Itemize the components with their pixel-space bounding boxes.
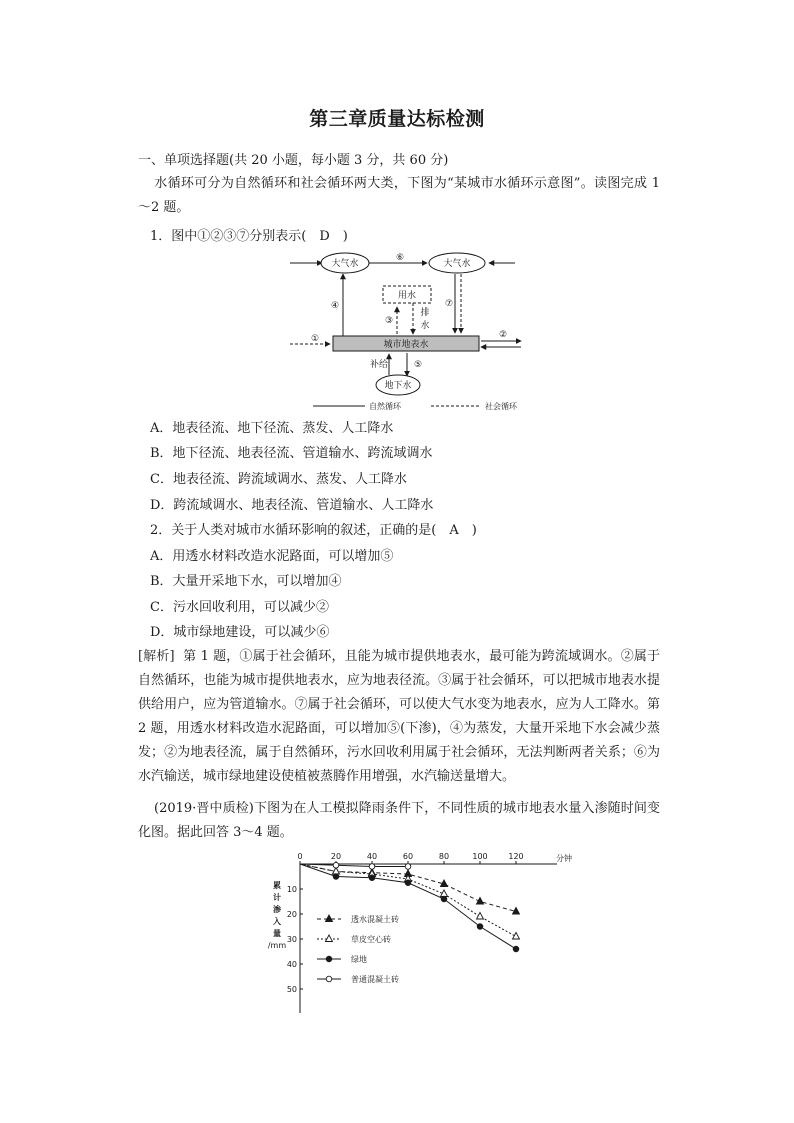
data-point [477, 924, 483, 930]
y-tick-label: 20 [286, 910, 297, 919]
intro-paragraph-1 [138, 172, 660, 220]
water-cycle-diagram [285, 248, 535, 414]
infiltration-chart [262, 850, 612, 1018]
y-axis-label-char: 累 [273, 881, 281, 890]
q1-option-b: B．地下径流、地表径流、管道输水、跨流域调水 [150, 446, 433, 461]
y-axis-label [268, 880, 286, 950]
series-4 [300, 862, 411, 869]
data-point [477, 913, 484, 920]
y-axis-label-char: 计 [273, 893, 281, 902]
legend-marker [326, 935, 333, 942]
y-tick-label: 40 [286, 960, 297, 969]
data-point [513, 908, 520, 915]
legend-label: 草皮空心砖 [351, 935, 391, 944]
page-title: 第三章质量达标检测 [309, 108, 485, 130]
x-tick-label: 60 [402, 852, 414, 861]
intro-1-text: 水循环可分为自然循环和社会循环两大类，下图为“某城市水循环示意图”。读图完成 1～2 题。 [138, 176, 660, 215]
num-2: ② [498, 330, 508, 340]
y-tick-label: 10 [286, 885, 297, 894]
num-3: ③ [384, 316, 394, 326]
num-4: ④ [330, 301, 340, 311]
data-point [513, 933, 520, 940]
recharge-label: 补给 [369, 360, 389, 370]
data-point [369, 875, 375, 881]
q2-option-d: D．城市绿地建设，可以减少⑥ [150, 625, 330, 640]
legend-natural-label: 自然循环 [369, 402, 401, 411]
x-tick-label: 0 [297, 852, 303, 861]
data-point [405, 864, 411, 870]
q1-option-d: D．跨流域调水、地表径流、管道输水、人工降水 [150, 498, 434, 513]
data-point [441, 896, 447, 902]
num-6: ⑥ [395, 253, 405, 263]
data-point [513, 946, 519, 952]
groundwater-label: 地下水 [384, 381, 412, 391]
q2-option-a: A．用透水材料改造水泥路面，可以增加⑤ [150, 549, 394, 564]
y-axis-label-char: 量 [273, 929, 281, 938]
drain-label-1: 排 [420, 308, 430, 318]
x-tick-label: 40 [366, 852, 378, 861]
atmosphere-right-label: 大气水 [443, 259, 471, 269]
x-tick-label: 120 [508, 852, 524, 861]
legend-social-label: 社会循环 [485, 402, 517, 411]
x-axis-label: 分钟 [556, 854, 572, 863]
q1-option-c: C．地表径流、跨流域调水、蒸发、人工降水 [150, 472, 407, 487]
legend-marker [326, 976, 332, 982]
analysis-text: 第 1 题，①属于社会循环，且能为城市提供地表水，最可能为跨流域调水。②属于自然循环，也能为城市提供地表水，应为地表径流。③属于社会循环，可以把城市地表水提供给用户，应为管道输水。⑦属于社会循环，可以使大气水变为地表水，应为人工降水。第 2 题，用透水材料改造水泥路面，可以增加⑤(下渗)，④为蒸发，大量开采地下水会减少蒸发；②为地表径流，属于自然循环，污水回收利用属于社会循环，无法判断两者关系；⑥为水汽输送，城市绿地建设使植被蒸腾作用增强，水汽输送量增大。 [138, 649, 660, 784]
y-tick-label: 50 [286, 985, 297, 994]
urban-surface-water-label: 城市地表水 [383, 340, 429, 350]
q2-option-c: C．污水回收利用，可以减少② [150, 600, 329, 615]
legend-marker [326, 915, 333, 922]
y-axis-label-unit: /mm [267, 941, 287, 950]
data-point [369, 864, 375, 870]
legend-label: 绿地 [351, 955, 367, 964]
analysis-paragraph [138, 645, 660, 789]
x-tick-label: 80 [438, 852, 450, 861]
atmosphere-left-label: 大气水 [331, 259, 359, 269]
legend-label: 透水混凝土砖 [351, 915, 399, 924]
intro-2-text: (2019·晋中质检)下图为在人工模拟降雨条件下，不同性质的城市地表水量入渗随时间变化图。据此回答 3～4 题。 [138, 801, 660, 840]
y-axis-label-char: 渗 [273, 905, 281, 914]
data-point [333, 874, 339, 880]
q1-stem: 1．图中①②③⑦分别表示( D ) [150, 229, 348, 244]
analysis-tag: [解析] [138, 649, 175, 664]
y-axis-label-char: 入 [273, 917, 281, 926]
q2-stem: 2．关于人类对城市水循环影响的叙述，正确的是( A ) [150, 523, 477, 538]
q2-option-b: B．大量开采地下水，可以增加④ [150, 574, 342, 589]
x-tick-label: 100 [472, 852, 488, 861]
legend-marker [326, 956, 332, 962]
num-5: ⑤ [413, 360, 423, 370]
q1-option-a: A．地表径流、地下径流、蒸发、人工降水 [150, 421, 394, 436]
intro-paragraph-2 [138, 797, 660, 845]
num-1: ① [310, 334, 320, 344]
data-point [405, 880, 411, 886]
drain-label-2: 水 [420, 321, 430, 331]
x-tick-label: 20 [330, 852, 342, 861]
y-tick-label: 30 [286, 935, 297, 944]
section-heading: 一、单项选择题(共 20 小题，每小题 3 分，共 60 分) [138, 153, 449, 168]
num-7: ⑦ [444, 299, 454, 309]
legend-label: 普通混凝土砖 [351, 975, 399, 984]
data-point [333, 862, 339, 868]
series-1 [300, 864, 520, 914]
water-use-label: 用水 [397, 291, 417, 301]
